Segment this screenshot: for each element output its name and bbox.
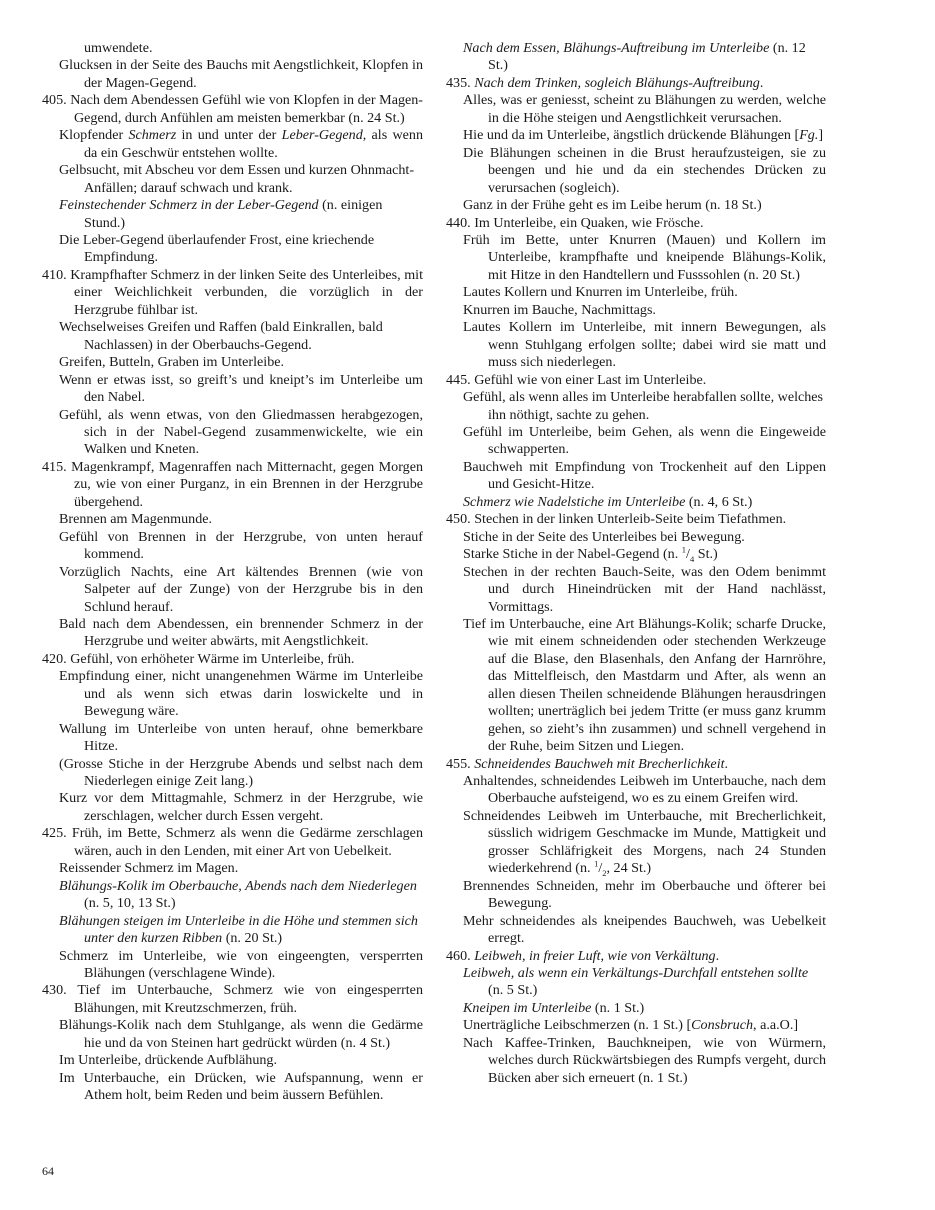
symptom-entry <box>42 860 423 877</box>
symptom-entry <box>42 372 423 407</box>
symptom-entry <box>446 808 826 878</box>
entry-text: Greifen, Butteln, Graben im Unterleibe. <box>59 354 285 371</box>
italic-text: Schmerz wie Nadelstiche im Unterleibe <box>463 493 686 510</box>
entry-text: Wechselweises Greifen und Raffen (bald Einkrallen, bald Nachlassen) in der Oberbauchs-Gegend. <box>59 319 383 353</box>
entry-text: 450. Stechen in der linken Unterleib-Seite beim Tiefathmen. <box>446 511 787 528</box>
symptom-entry <box>446 127 826 144</box>
entry-text: Im Unterbauche, ein Drücken, wie Aufspannung, wenn er Athem holt, beim Reden und beim äussern Befühlen. <box>59 1069 423 1104</box>
entry-text: , a.a.O.] <box>753 1017 799 1034</box>
entry-text: 1 <box>594 858 599 869</box>
entry-text: / <box>686 546 690 563</box>
symptom-entry <box>42 127 423 162</box>
symptom-entry <box>42 407 423 459</box>
numbered-symptom-entry <box>446 372 826 389</box>
entry-text: Ganz in der Frühe geht es im Leibe herum (n. 18 St.) <box>463 197 762 214</box>
entry-text: Lautes Kollern und Knurren im Unterleibe, früh. <box>463 284 738 301</box>
symptom-entry <box>42 511 423 528</box>
entry-text: Bauchweh mit Empfindung von Trockenheit auf den Lippen und Gesicht-Hitze. <box>463 458 826 493</box>
left-column <box>42 40 423 1105</box>
symptom-entry <box>446 878 826 913</box>
symptom-entry <box>446 1000 826 1017</box>
entry-text: (n. 12 St.) <box>488 40 806 74</box>
symptom-entry <box>446 389 826 424</box>
symptom-entry <box>42 319 423 354</box>
symptom-entry <box>446 564 826 616</box>
numbered-symptom-entry <box>446 756 826 773</box>
italic-text: Nach dem Trinken, sogleich Blähungs-Auftreibung <box>474 74 760 91</box>
right-column <box>446 40 826 1087</box>
entry-text: / <box>598 860 603 877</box>
italic-text: Leber-Gegend <box>281 127 363 144</box>
entry-text: (n. 1 St.) <box>591 999 645 1016</box>
entry-text: Brennen am Magenmunde. <box>59 511 213 528</box>
entry-text: Stechen in der rechten Bauch-Seite, was den Odem benimmt und durch Hineindrücken mit der Hand nachlässt, Vormittags. <box>463 563 826 615</box>
symptom-entry <box>42 57 423 92</box>
symptom-entry <box>42 564 423 616</box>
symptom-entry <box>42 197 423 232</box>
italic-text: Leibweh, in freier Luft, wie von Verkältung <box>474 947 716 964</box>
entry-text: 425. Früh, im Bette, Schmerz als wenn die Gedärme zerschlagen wären, auch in den Lenden, mit einer Art von Uebelkeit. <box>42 825 423 859</box>
italic-text: Nach dem Essen, Blähungs-Auftreibung im Unterleibe <box>463 40 770 56</box>
italic-text: Fg. <box>799 127 819 144</box>
entry-text: 4 <box>689 553 695 564</box>
entry-text: (n. 5 St.) <box>488 982 538 999</box>
entry-text: 2 <box>602 868 607 879</box>
symptom-entry <box>446 319 826 371</box>
entry-text: (Grosse Stiche in der Herzgrube Abends und selbst nach dem Niederlegen einige Zeit lang.) <box>59 755 423 790</box>
entry-text: (n. 20 St.) <box>222 930 283 947</box>
entry-text: Hie und da im Unterleibe, ängstlich drückende Blähungen [ <box>463 127 800 144</box>
entry-text: 415. Magenkrampf, Magenraffen nach Mitternacht, gegen Morgen zu, wie von einer Purganz, in ein Brennen in der Herzgrube übergehend. <box>42 458 423 510</box>
symptom-entry <box>42 40 423 57</box>
symptom-entry <box>42 756 423 791</box>
entry-text: Nach Kaffee-Trinken, Bauchkneipen, wie von Würmern, welches durch Rückwärtsbiegen des Rumpfs vergeht, durch Bücken aber sich erneuert (n. 1 St.) <box>463 1034 826 1086</box>
entry-text: Gelbsucht, mit Abscheu vor dem Essen und kurzen Ohnmacht-Anfällen; darauf schwach und krank. <box>59 162 415 196</box>
entry-text: . <box>759 74 764 91</box>
entry-text: Früh im Bette, unter Knurren (Mauen) und Kollern im Unterleibe, krampfhafte und kneipende Blähungs-Kolik, mit Hitze in den Handtellern und Fusssohlen (n. 20 St.) <box>463 231 826 283</box>
symptom-entry <box>446 424 826 459</box>
symptom-entry <box>42 668 423 720</box>
numbered-symptom-entry <box>446 948 826 965</box>
entry-text: (n. einigen Stund.) <box>84 197 383 231</box>
symptom-entry <box>446 459 826 494</box>
numbered-symptom-entry <box>446 75 826 92</box>
symptom-entry <box>446 529 826 546</box>
entry-text: (n. 4, 6 St.) <box>685 493 753 510</box>
entry-text: Kurz vor dem Mittagmahle, Schmerz in der Herzgrube, wie zerschlagen, welcher durch Essen vergeht. <box>59 790 423 824</box>
entry-text: Gefühl im Unterleibe, beim Gehen, als wenn die Eingeweide schwapperten. <box>463 423 826 458</box>
entry-text: 445. Gefühl wie von einer Last im Unterleibe. <box>446 371 707 388</box>
numbered-symptom-entry <box>446 215 826 232</box>
entry-text: Schmerz im Unterleibe, wie von eingeengten, versperrten Blähungen (verschlagene Winde). <box>59 947 423 982</box>
entry-text: Klopfender <box>59 127 129 144</box>
symptom-entry <box>446 232 826 284</box>
italic-text: Consbruch <box>691 1017 754 1034</box>
entry-text: , als wenn da ein Geschwür entstehen wollte. <box>84 127 423 161</box>
entry-text: . <box>715 947 720 964</box>
entry-text: Im Unterleibe, drückende Aufblähung. <box>59 1052 277 1069</box>
symptom-entry <box>42 1052 423 1069</box>
symptom-entry <box>42 1070 423 1105</box>
entry-text: Schneidendes Leibweh im Unterbauche, mit Brecherlichkeit, süsslich widrigem Geschmacke im Munde, Mattigkeit und grosser Schläfrigkeit des Morgens, nach 24 Stunden wiederkehrend (n. <box>463 807 826 877</box>
symptom-entry <box>446 773 826 808</box>
italic-text: Feinstechender Schmerz in der Leber-Gegend <box>59 197 319 214</box>
symptom-entry <box>42 913 423 948</box>
symptom-entry <box>42 616 423 651</box>
entry-text: Mehr schneidendes als kneipendes Bauchweh, was Uebelkeit erregt. <box>463 912 826 947</box>
entry-text: Gefühl von Brennen in der Herzgrube, von unten herauf kommend. <box>59 528 423 563</box>
numbered-symptom-entry <box>42 459 423 511</box>
entry-text: Starke Stiche in der Nabel-Gegend (n. <box>463 546 682 563</box>
symptom-entry <box>42 354 423 371</box>
symptom-entry <box>446 145 826 197</box>
symptom-entry <box>446 494 826 511</box>
italic-text: Kneipen im Unterleibe <box>463 999 592 1016</box>
italic-text: Schneidendes Bauchweh mit Brecherlichkeit <box>474 755 725 772</box>
entry-text: Stiche in der Seite des Unterleibes bei Bewegung. <box>463 528 745 545</box>
numbered-symptom-entry <box>42 982 423 1017</box>
entry-text: Die Blähungen scheinen in die Brust heraufzusteigen, sie zu beengen und hie und da ein stechendes Drücken zu verursachen (sogleich). <box>463 144 826 196</box>
numbered-symptom-entry <box>42 651 423 668</box>
entry-text: Wenn er etwas isst, so greift’s und kneipt’s im Unterleibe um den Nabel. <box>59 371 423 406</box>
entry-text: in und unter der <box>176 127 282 144</box>
symptom-entry <box>446 92 826 127</box>
entry-text: 420. Gefühl, von erhöheter Wärme im Unterleibe, früh. <box>42 650 355 667</box>
entry-text: Empfindung einer, nicht unangenehmen Wärme im Unterleibe und als wenn sich etwas darin loswickelte und in Bewegung wäre. <box>59 668 423 720</box>
symptom-entry <box>446 197 826 214</box>
entry-text: Vorzüglich Nachts, eine Art kältendes Brennen (wie von Salpeter auf der Zunge) von der Herzgrube bis in den Schlund herauf. <box>59 563 423 615</box>
entry-text: Alles, was er geniesst, scheint zu Blähungen zu werden, welche in die Höhe steigen und Aengstlichkeit verursachen. <box>463 92 826 126</box>
entry-text: Gefühl, als wenn etwas, von den Gliedmassen herabgezogen, sich in der Nabel-Gegend zusammenwickelte, wie ein Walken und Kneten. <box>59 406 423 458</box>
entry-text: 1 <box>681 544 687 555</box>
numbered-symptom-entry <box>42 267 423 319</box>
italic-text: Schmerz <box>128 127 177 144</box>
symptom-entry <box>42 162 423 197</box>
entry-text: 405. Nach dem Abendessen Gefühl wie von Klopfen in der Magen-Gegend, durch Anfühlen am meisten bemerkbar (n. 24 St.) <box>42 92 423 126</box>
entry-text: Lautes Kollern im Unterleibe, mit innern Bewegungen, als wenn Stuhlgang erfolgen sollte; dabei wird sie matt und muss sich niederlegen. <box>463 319 826 371</box>
italic-text: Leibweh, als wenn ein Verkältungs-Durchfall entstehen sollte <box>463 965 809 982</box>
symptom-entry <box>42 948 423 983</box>
symptom-entry <box>42 529 423 564</box>
symptom-entry <box>42 1017 423 1052</box>
symptom-entry <box>446 1017 826 1034</box>
entry-text: Die Leber-Gegend überlaufender Frost, eine kriechende Empfindung. <box>59 231 375 266</box>
entry-text: ] <box>818 127 824 144</box>
numbered-symptom-entry <box>42 825 423 860</box>
entry-text: (n. 5, 10, 13 St.) <box>84 895 176 912</box>
entry-text: Tief im Unterbauche, eine Art Blähungs-Kolik; scharfe Drucke, wie mit einem schneidenden oder stechenden Werkzeuge auf die Blase, den Blasenhals, den Anfang der Harnröhre, das Mittelfleisch, den Mastdarm und After, als wenn an allen diesen Theilen schneidende Blähungen herausdringen wollten; unerträglich bei jedem Tritte (er muss ganz krumm gehen, so zieht’s ihn zusammen) und schnell vergehend in der Ruhe, beim Sitzen und Liegen. <box>463 615 826 755</box>
symptom-entry <box>446 546 826 563</box>
entry-text: Blähungs-Kolik nach dem Stuhlgange, als wenn die Gedärme hie und da von Steinen hart gedrückt würden (n. 4 St.) <box>59 1017 423 1051</box>
entry-text: Unerträgliche Leibschmerzen (n. 1 St.) [ <box>463 1017 692 1034</box>
numbered-symptom-entry <box>42 92 423 127</box>
symptom-entry <box>446 913 826 948</box>
entry-text: 440. Im Unterleibe, ein Quaken, wie Frösche. <box>446 214 704 231</box>
italic-text: Blähungs-Kolik im Oberbauche, Abends nach dem Niederlegen <box>59 877 417 894</box>
symptom-entry <box>446 1035 826 1087</box>
entry-text: Brennendes Schneiden, mehr im Oberbauche und öfterer bei Bewegung. <box>463 877 826 912</box>
entry-text: 430. Tief im Unterbauche, Schmerz wie von eingesperrten Blähungen, mit Kreutzschmerzen, früh. <box>42 982 423 1016</box>
entry-text: Gefühl, als wenn alles im Unterleibe herabfallen sollte, welches ihn nöthigt, sachte zu gehen. <box>463 389 824 423</box>
symptom-entry <box>446 965 826 1000</box>
symptom-entry <box>446 616 826 756</box>
symptom-entry <box>42 721 423 756</box>
numbered-symptom-entry <box>446 511 826 528</box>
entry-text: 410. Krampfhafter Schmerz in der linken Seite des Unterleibes, mit einer Weichlichkeit verbunden, die vorzüglich in der Herzgrube fühlbar ist. <box>42 266 423 318</box>
symptom-entry <box>42 790 423 825</box>
entry-text: umwendete. <box>84 40 153 56</box>
symptom-entry <box>446 302 826 319</box>
symptom-entry <box>42 232 423 267</box>
symptom-entry <box>446 40 826 75</box>
entry-text: 435. <box>446 74 475 91</box>
page-number: 64 <box>42 1164 54 1178</box>
symptom-entry <box>42 878 423 913</box>
entry-text: Wallung im Unterleibe von unten herauf, ohne bemerkbare Hitze. <box>59 720 423 755</box>
entry-text: Anhaltendes, schneidendes Leibweh im Unterbauche, nach dem Oberbauche aufsteigend, wo es zu einem Greifen wird. <box>463 773 826 807</box>
entry-text: 455. <box>446 755 475 772</box>
entry-text: , 24 St.) <box>606 860 652 877</box>
italic-text: Blähungen steigen im Unterleibe in die Höhe und stemmen sich unter den kurzen Ribben <box>59 912 418 947</box>
entry-text: Reissender Schmerz im Magen. <box>59 860 239 877</box>
entry-text: Knurren im Bauche, Nachmittags. <box>463 301 656 318</box>
entry-text: Bald nach dem Abendessen, ein brennender Schmerz in der Herzgrube und weiter abwärts, mit Aengstlichkeit. <box>59 615 423 650</box>
entry-text: Glucksen in der Seite des Bauchs mit Aengstlichkeit, Klopfen in der Magen-Gegend. <box>59 57 423 91</box>
entry-text: 460. <box>446 947 475 964</box>
entry-text: St.) <box>694 546 718 563</box>
symptom-entry <box>446 284 826 301</box>
entry-text: . <box>724 755 729 772</box>
